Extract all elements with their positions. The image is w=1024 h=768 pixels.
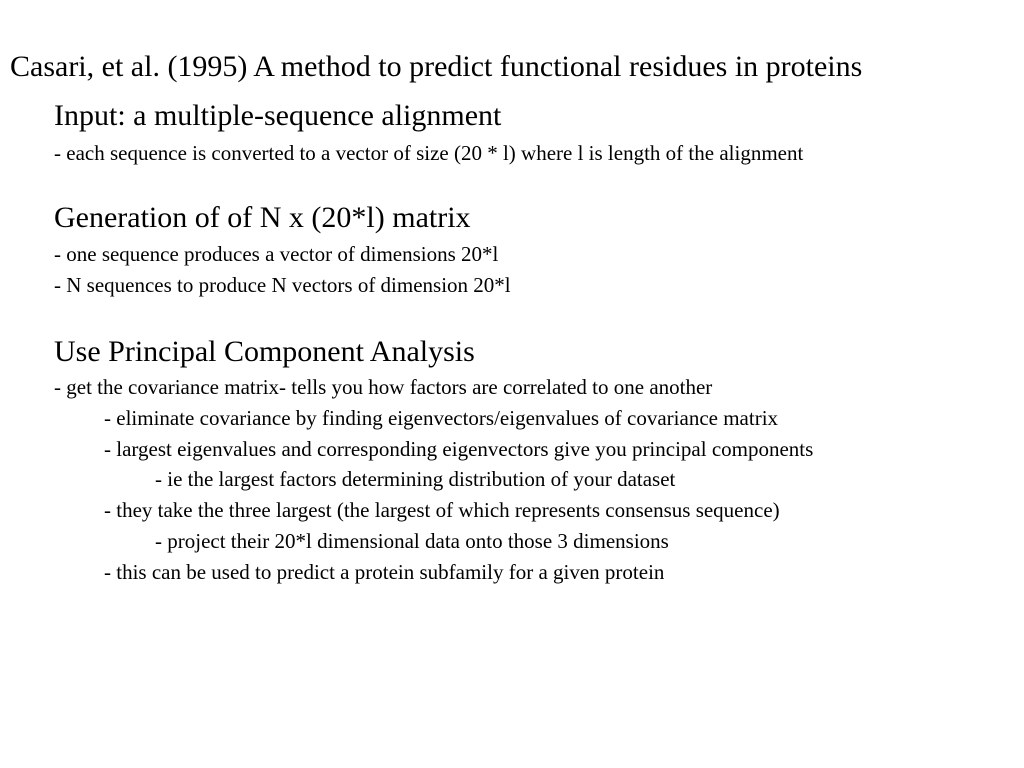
slide-title: Casari, et al. (1995) A method to predict functional residues in proteins [10, 50, 863, 83]
bullet-line: - each sequence is converted to a vector of size (20 * l) where l is length of the alignment [54, 141, 804, 165]
sub-bullet-line: - eliminate covariance by finding eigenvectors/eigenvalues of covariance matrix [104, 406, 779, 430]
sub-bullet-line: - largest eigenvalues and corresponding eigenvectors give you principal components [104, 437, 814, 461]
section-heading-pca: Use Principal Component Analysis [54, 335, 475, 368]
section-heading-matrix: Generation of of N x (20*l) matrix [54, 201, 471, 234]
section-heading-input: Input: a multiple-sequence alignment [54, 99, 502, 132]
bullet-line: - N sequences to produce N vectors of dimension 20*l [54, 273, 511, 297]
sub-bullet-line: - this can be used to predict a protein subfamily for a given protein [104, 560, 665, 584]
bullet-line: - get the covariance matrix- tells you how factors are correlated to one another [54, 375, 713, 399]
sub-bullet-line: - they take the three largest (the largest of which represents consensus sequence) [104, 498, 780, 522]
sub-sub-bullet-line: - project their 20*l dimensional data onto those 3 dimensions [155, 529, 669, 553]
sub-sub-bullet-line: - ie the largest factors determining distribution of your dataset [155, 467, 676, 491]
bullet-line: - one sequence produces a vector of dimensions 20*l [54, 242, 499, 266]
